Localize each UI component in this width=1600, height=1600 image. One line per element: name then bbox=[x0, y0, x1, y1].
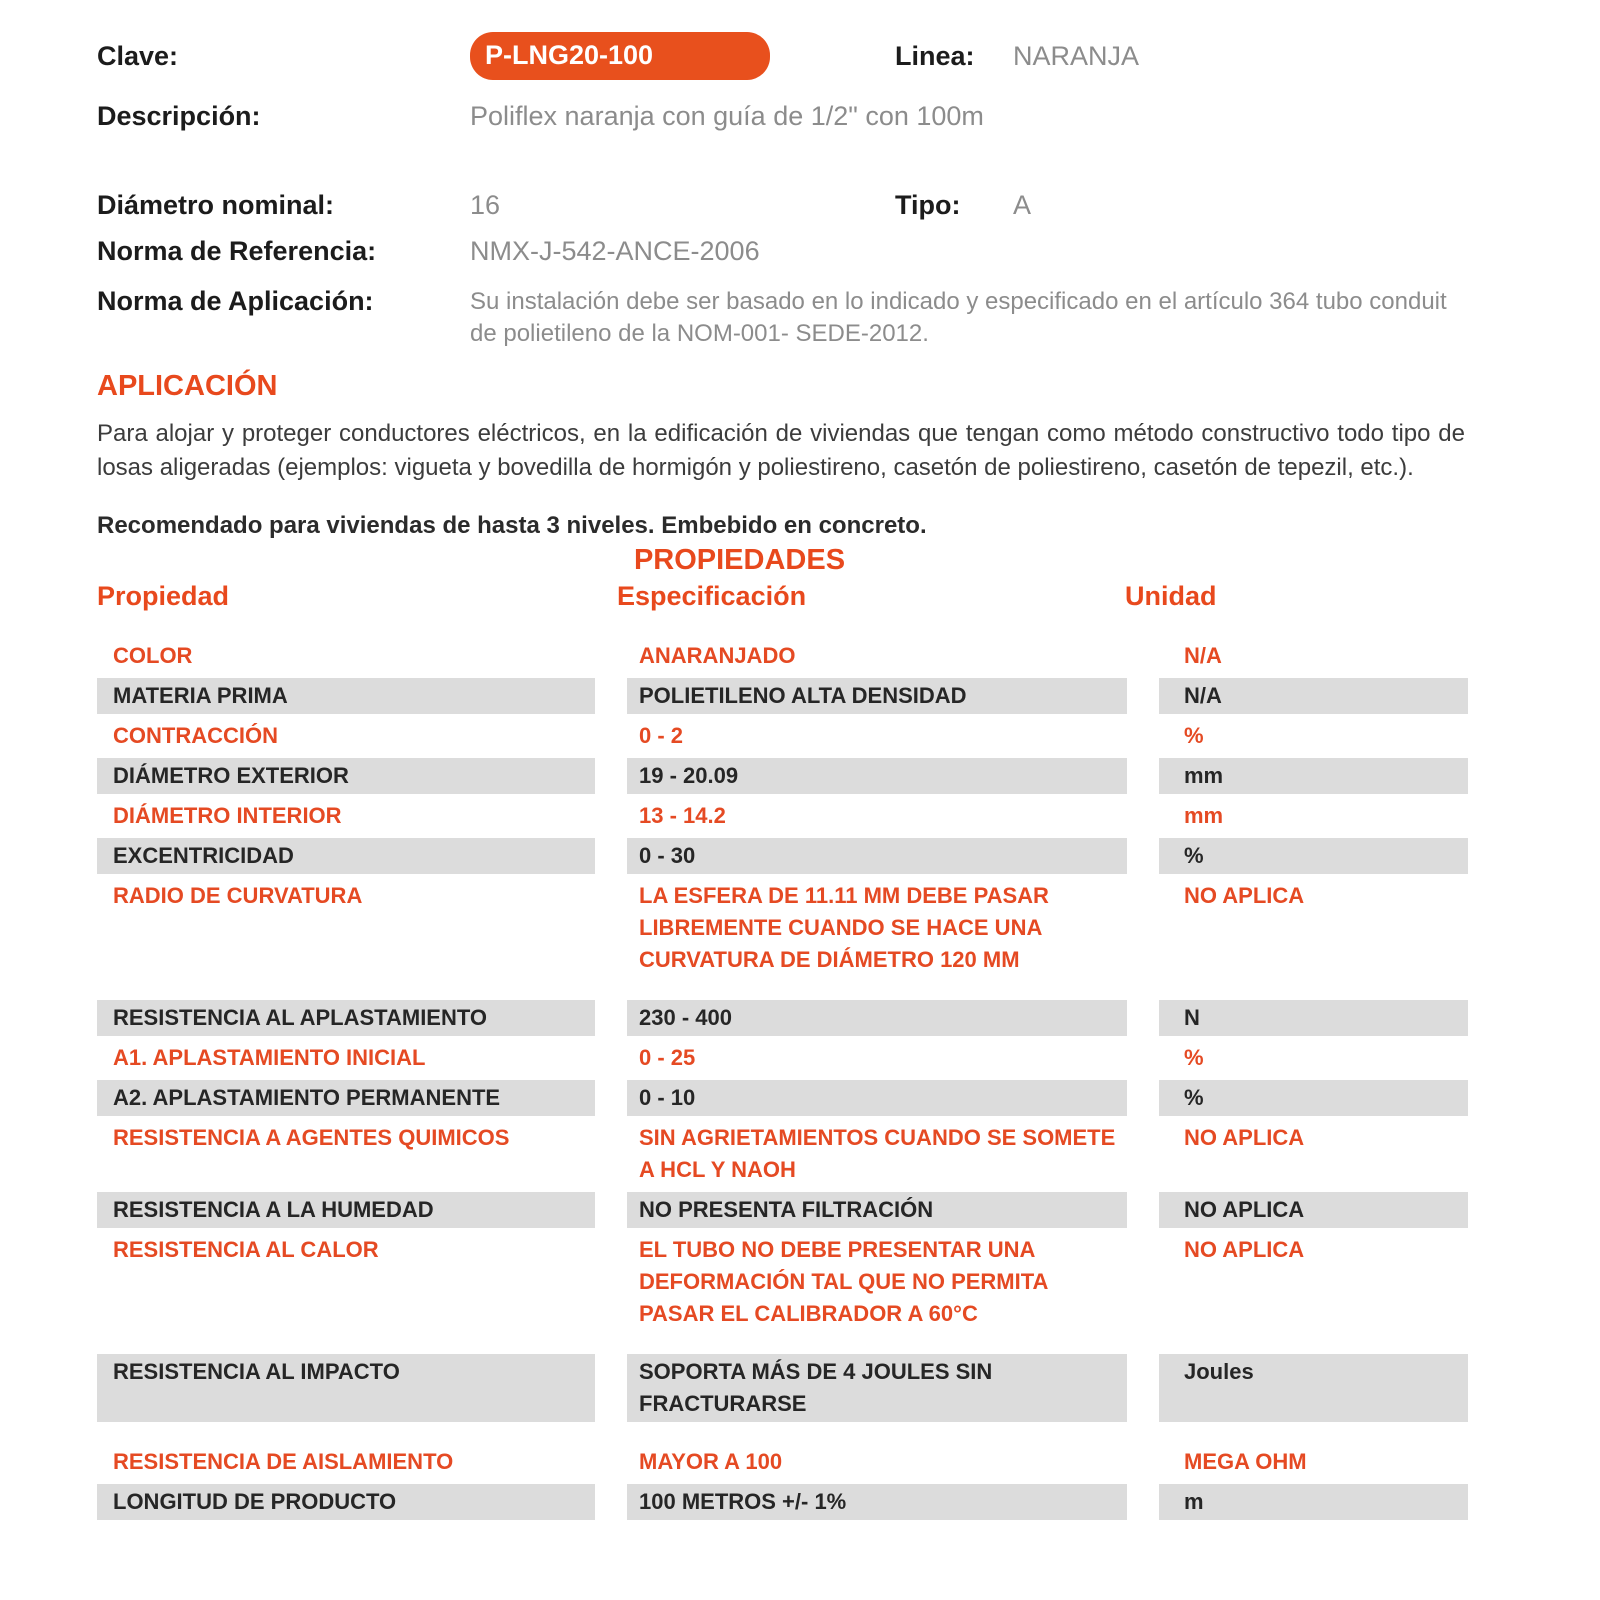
clave-value-pill: P-LNG20-100 bbox=[470, 32, 770, 80]
unit-cell: N/A bbox=[1184, 642, 1222, 668]
table-row bbox=[97, 1042, 1600, 1074]
spec-cell: 19 - 20.09 bbox=[627, 758, 1127, 794]
table-row bbox=[97, 1080, 1600, 1116]
spec-cell: 13 - 14.2 bbox=[639, 802, 726, 828]
table-row bbox=[97, 678, 1600, 714]
descripcion-label: Descripción: bbox=[97, 101, 261, 132]
table-row bbox=[97, 1446, 1600, 1478]
property-cell: A1. APLASTAMIENTO INICIAL bbox=[113, 1044, 426, 1070]
diametro-row bbox=[97, 189, 1600, 221]
tipo-label: Tipo: bbox=[895, 189, 961, 220]
unit-cell: mm bbox=[1184, 802, 1224, 828]
table-row bbox=[97, 1484, 1600, 1520]
property-cell: RESISTENCIA A AGENTES QUIMICOS bbox=[113, 1124, 510, 1150]
table-row bbox=[97, 880, 1600, 976]
norma-referencia-label: Norma de Referencia: bbox=[97, 236, 377, 267]
unit-cell: NO APLICA bbox=[1159, 1192, 1468, 1228]
spec-cell: NO PRESENTA FILTRACIÓN bbox=[627, 1192, 1127, 1228]
unit-cell: % bbox=[1184, 1044, 1204, 1070]
properties-column-headers bbox=[97, 581, 1600, 612]
property-cell: RESISTENCIA A LA HUMEDAD bbox=[97, 1192, 595, 1228]
property-cell: A2. APLASTAMIENTO PERMANENTE bbox=[97, 1080, 595, 1116]
table-row bbox=[97, 758, 1600, 794]
unit-cell: MEGA OHM bbox=[1184, 1448, 1307, 1474]
spec-cell: POLIETILENO ALTA DENSIDAD bbox=[627, 678, 1127, 714]
property-cell: RESISTENCIA AL IMPACTO bbox=[97, 1354, 595, 1422]
properties-title: PROPIEDADES bbox=[633, 543, 846, 576]
spec-cell: 100 METROS +/- 1% bbox=[627, 1484, 1127, 1520]
diametro-label: Diámetro nominal: bbox=[97, 189, 335, 220]
property-cell: MATERIA PRIMA bbox=[97, 678, 595, 714]
unit-cell: % bbox=[1159, 838, 1468, 874]
property-cell: COLOR bbox=[113, 642, 193, 668]
tipo-value: A bbox=[1013, 189, 1032, 220]
unit-cell: % bbox=[1184, 722, 1204, 748]
column-header-especificacion: Especificación bbox=[617, 580, 807, 611]
spec-cell: 0 - 25 bbox=[639, 1044, 696, 1070]
unit-cell: m bbox=[1159, 1484, 1468, 1520]
unit-cell: N/A bbox=[1159, 678, 1468, 714]
spec-cell: SOPORTA MÁS DE 4 JOULES SIN FRACTURARSE bbox=[627, 1354, 1127, 1422]
table-row bbox=[97, 1122, 1600, 1186]
properties-table-body bbox=[97, 640, 1600, 1520]
aplicacion-body: Para alojar y proteger conductores eléctricos, en la edificación de viviendas que tengan como método constructivo todo tipo de losas aligeradas (ejemplos: vigueta y bovedilla de hormigón y poliestireno, casetón de poliestireno, casetón de tepezil, etc.). bbox=[97, 420, 1465, 482]
property-cell: CONTRACCIÓN bbox=[113, 722, 278, 748]
norma-referencia-value: NMX-J-542-ANCE-2006 bbox=[470, 236, 760, 267]
table-row bbox=[97, 800, 1600, 832]
linea-label: Linea: bbox=[895, 41, 975, 71]
spec-cell: ANARANJADO bbox=[639, 642, 796, 668]
column-header-unidad: Unidad bbox=[1125, 580, 1217, 611]
aplicacion-title: APLICACIÓN bbox=[97, 370, 278, 403]
property-cell: LONGITUD DE PRODUCTO bbox=[97, 1484, 595, 1520]
property-cell: RESISTENCIA AL CALOR bbox=[113, 1236, 379, 1262]
descripcion-row bbox=[97, 100, 1600, 132]
property-cell: RESISTENCIA AL APLASTAMIENTO bbox=[97, 1000, 595, 1036]
spec-cell: 0 - 30 bbox=[627, 838, 1127, 874]
clave-label: Clave: bbox=[97, 41, 179, 71]
spec-cell: 0 - 10 bbox=[627, 1080, 1127, 1116]
norma-aplicacion-value: Su instalación debe ser basado en lo indicado y especificado en el artículo 364 tubo conduit de polietileno de la NOM-001- SEDE-2012. bbox=[470, 287, 1447, 347]
unit-cell: N bbox=[1159, 1000, 1468, 1036]
spec-cell: SIN AGRIETAMIENTOS CUANDO SE SOMETE A HCL Y NAOH bbox=[639, 1124, 1116, 1182]
property-cell: DIÁMETRO INTERIOR bbox=[113, 802, 342, 828]
unit-cell: NO APLICA bbox=[1184, 882, 1305, 908]
spec-cell: 0 - 2 bbox=[639, 722, 684, 748]
table-row bbox=[97, 1000, 1600, 1036]
spec-fields bbox=[97, 189, 1600, 351]
unit-cell: mm bbox=[1159, 758, 1468, 794]
unit-cell: % bbox=[1159, 1080, 1468, 1116]
norma-aplicacion-row bbox=[97, 286, 1600, 351]
table-row bbox=[97, 1192, 1600, 1228]
clave-value-wrap bbox=[470, 32, 895, 80]
property-cell: EXCENTRICIDAD bbox=[97, 838, 595, 874]
table-row bbox=[97, 640, 1600, 672]
diametro-value: 16 bbox=[470, 189, 501, 220]
unit-cell: NO APLICA bbox=[1184, 1236, 1305, 1262]
table-row bbox=[97, 838, 1600, 874]
table-row bbox=[97, 1354, 1600, 1422]
clave-row bbox=[97, 32, 1600, 80]
descripcion-value: Poliflex naranja con guía de 1/2" con 100m bbox=[470, 101, 984, 132]
property-cell: RESISTENCIA DE AISLAMIENTO bbox=[113, 1448, 454, 1474]
norma-referencia-row bbox=[97, 235, 1600, 267]
norma-aplicacion-label: Norma de Aplicación: bbox=[97, 285, 374, 316]
column-header-propiedad: Propiedad bbox=[97, 580, 230, 611]
table-row bbox=[97, 720, 1600, 752]
linea-value: NARANJA bbox=[1013, 41, 1140, 71]
aplicacion-recommendation: Recomendado para viviendas de hasta 3 niveles. Embebido en concreto. bbox=[97, 511, 927, 539]
spec-cell: 230 - 400 bbox=[627, 1000, 1127, 1036]
property-cell: RADIO DE CURVATURA bbox=[113, 882, 363, 908]
spec-cell: LA ESFERA DE 11.11 MM DEBE PASAR LIBREMENTE CUANDO SE HACE UNA CURVATURA DE DIÁMETRO 120 MM bbox=[639, 882, 1049, 972]
spec-cell: MAYOR A 100 bbox=[639, 1448, 783, 1474]
unit-cell: NO APLICA bbox=[1184, 1124, 1305, 1150]
table-row bbox=[97, 1234, 1600, 1330]
property-cell: DIÁMETRO EXTERIOR bbox=[97, 758, 595, 794]
unit-cell: Joules bbox=[1159, 1354, 1468, 1422]
spec-cell: EL TUBO NO DEBE PRESENTAR UNA DEFORMACIÓN TAL QUE NO PERMITA PASAR EL CALIBRADOR A 60°C bbox=[639, 1236, 1048, 1326]
